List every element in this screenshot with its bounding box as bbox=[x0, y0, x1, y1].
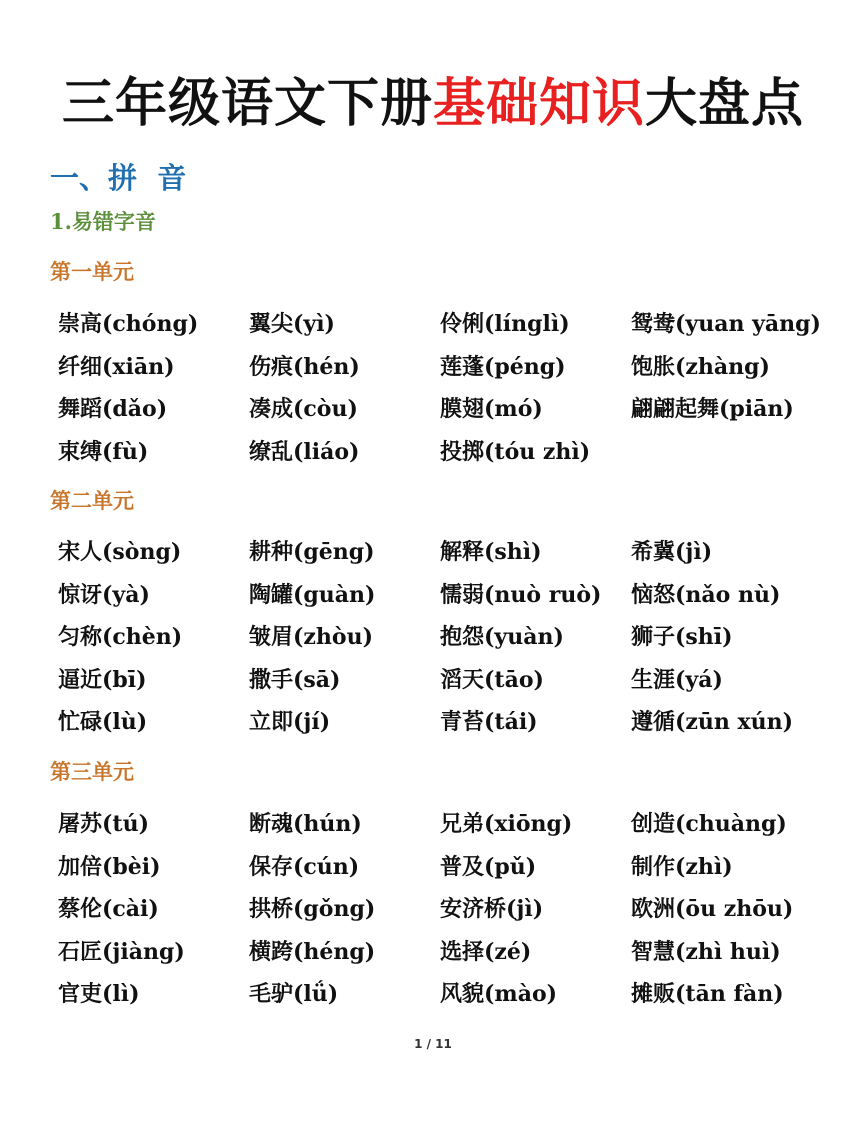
word-item: 智慧(zhì huì) bbox=[631, 938, 781, 965]
word-item: 投掷(tóu zhì) bbox=[440, 438, 591, 465]
word-item: 蔡伦(cài) bbox=[58, 896, 159, 922]
word-item: 选择(zé) bbox=[440, 938, 532, 965]
word-item: 耕种(gēng) bbox=[249, 539, 375, 565]
word-item: 狮子(shī) bbox=[631, 624, 733, 650]
page-indicator: 1 / 11 bbox=[414, 1037, 452, 1051]
word-item: 断魂(hún) bbox=[249, 811, 362, 837]
word-item: 崇高(chóng) bbox=[58, 311, 199, 337]
word-item: 陶罐(guàn) bbox=[249, 581, 376, 608]
word-item: 安济桥(jì) bbox=[440, 896, 544, 922]
title-part-1: 三年级语文下册 bbox=[61, 73, 433, 134]
word-item: 膜翅(mó) bbox=[440, 396, 543, 422]
word-item: 保存(cún) bbox=[249, 853, 360, 880]
word-item: 饱胀(zhàng) bbox=[631, 353, 770, 380]
word-item: 创造(chuàng) bbox=[631, 811, 787, 837]
unit-2-word-list bbox=[58, 537, 858, 750]
unit-3-word-list bbox=[58, 809, 858, 1022]
word-item: 官吏(lì) bbox=[58, 981, 140, 1007]
word-item: 毛驴(lǘ) bbox=[249, 981, 339, 1007]
word-item: 解释(shì) bbox=[440, 539, 542, 565]
word-item: 恼怒(nǎo nù) bbox=[631, 581, 781, 608]
word-item: 匀称(chèn) bbox=[58, 624, 183, 650]
word-item: 逼近(bī) bbox=[58, 666, 147, 693]
word-item: 立即(jí) bbox=[249, 709, 331, 735]
word-item: 制作(zhì) bbox=[631, 853, 733, 880]
word-item: 拱桥(gǒng) bbox=[249, 896, 376, 922]
word-item: 屠苏(tú) bbox=[58, 811, 149, 837]
word-item: 凑成(còu) bbox=[249, 396, 358, 422]
title-part-3: 大盘点 bbox=[645, 73, 805, 134]
word-item: 石匠(jiàng) bbox=[58, 938, 185, 965]
word-item: 翼尖(yì) bbox=[249, 311, 335, 337]
word-item: 滔天(tāo) bbox=[440, 666, 544, 693]
word-item: 欧洲(ōu zhōu) bbox=[631, 896, 794, 922]
unit-1-word-list bbox=[58, 309, 858, 479]
word-item: 宋人(sòng) bbox=[58, 539, 182, 565]
word-item: 惊讶(yà) bbox=[58, 581, 150, 608]
word-item: 鸳鸯(yuan yāng) bbox=[631, 311, 821, 337]
word-item: 兄弟(xiōng) bbox=[440, 811, 573, 837]
word-item: 希冀(jì) bbox=[631, 539, 713, 565]
word-item: 横跨(héng) bbox=[249, 938, 376, 965]
unit-title-3: 第三单元 bbox=[50, 759, 134, 784]
word-item: 束缚(fù) bbox=[58, 438, 149, 465]
unit-title-2: 第二单元 bbox=[50, 488, 134, 513]
word-item: 翩翩起舞(piān) bbox=[631, 396, 794, 422]
word-item: 撒手(sā) bbox=[249, 666, 341, 693]
word-item: 懦弱(nuò ruò) bbox=[440, 581, 602, 608]
word-item: 生涯(yá) bbox=[631, 666, 723, 693]
word-item: 风貌(mào) bbox=[440, 981, 558, 1007]
word-item: 舞蹈(dǎo) bbox=[58, 396, 168, 422]
word-item: 皱眉(zhòu) bbox=[249, 624, 373, 650]
word-item: 伶俐(línglì) bbox=[440, 311, 570, 337]
word-item: 纤细(xiān) bbox=[58, 353, 175, 380]
section-heading: 一、拼 音 bbox=[50, 161, 187, 195]
word-item: 缭乱(liáo) bbox=[249, 438, 360, 465]
word-item: 抱怨(yuàn) bbox=[440, 624, 564, 650]
page-title bbox=[0, 72, 866, 136]
word-item: 莲蓬(péng) bbox=[440, 353, 566, 380]
word-item: 摊贩(tān fàn) bbox=[631, 981, 784, 1007]
unit-title-1: 第一单元 bbox=[50, 259, 134, 284]
word-item: 加倍(bèi) bbox=[58, 853, 161, 880]
title-accent: 基础知识 bbox=[432, 73, 645, 134]
word-item: 忙碌(lù) bbox=[58, 709, 148, 735]
sub-heading: 1.易错字音 bbox=[50, 209, 156, 234]
word-item: 青苔(tái) bbox=[440, 709, 538, 735]
word-item: 遵循(zūn xún) bbox=[631, 709, 794, 735]
word-item: 伤痕(hén) bbox=[249, 353, 360, 380]
word-item: 普及(pǔ) bbox=[440, 853, 537, 880]
